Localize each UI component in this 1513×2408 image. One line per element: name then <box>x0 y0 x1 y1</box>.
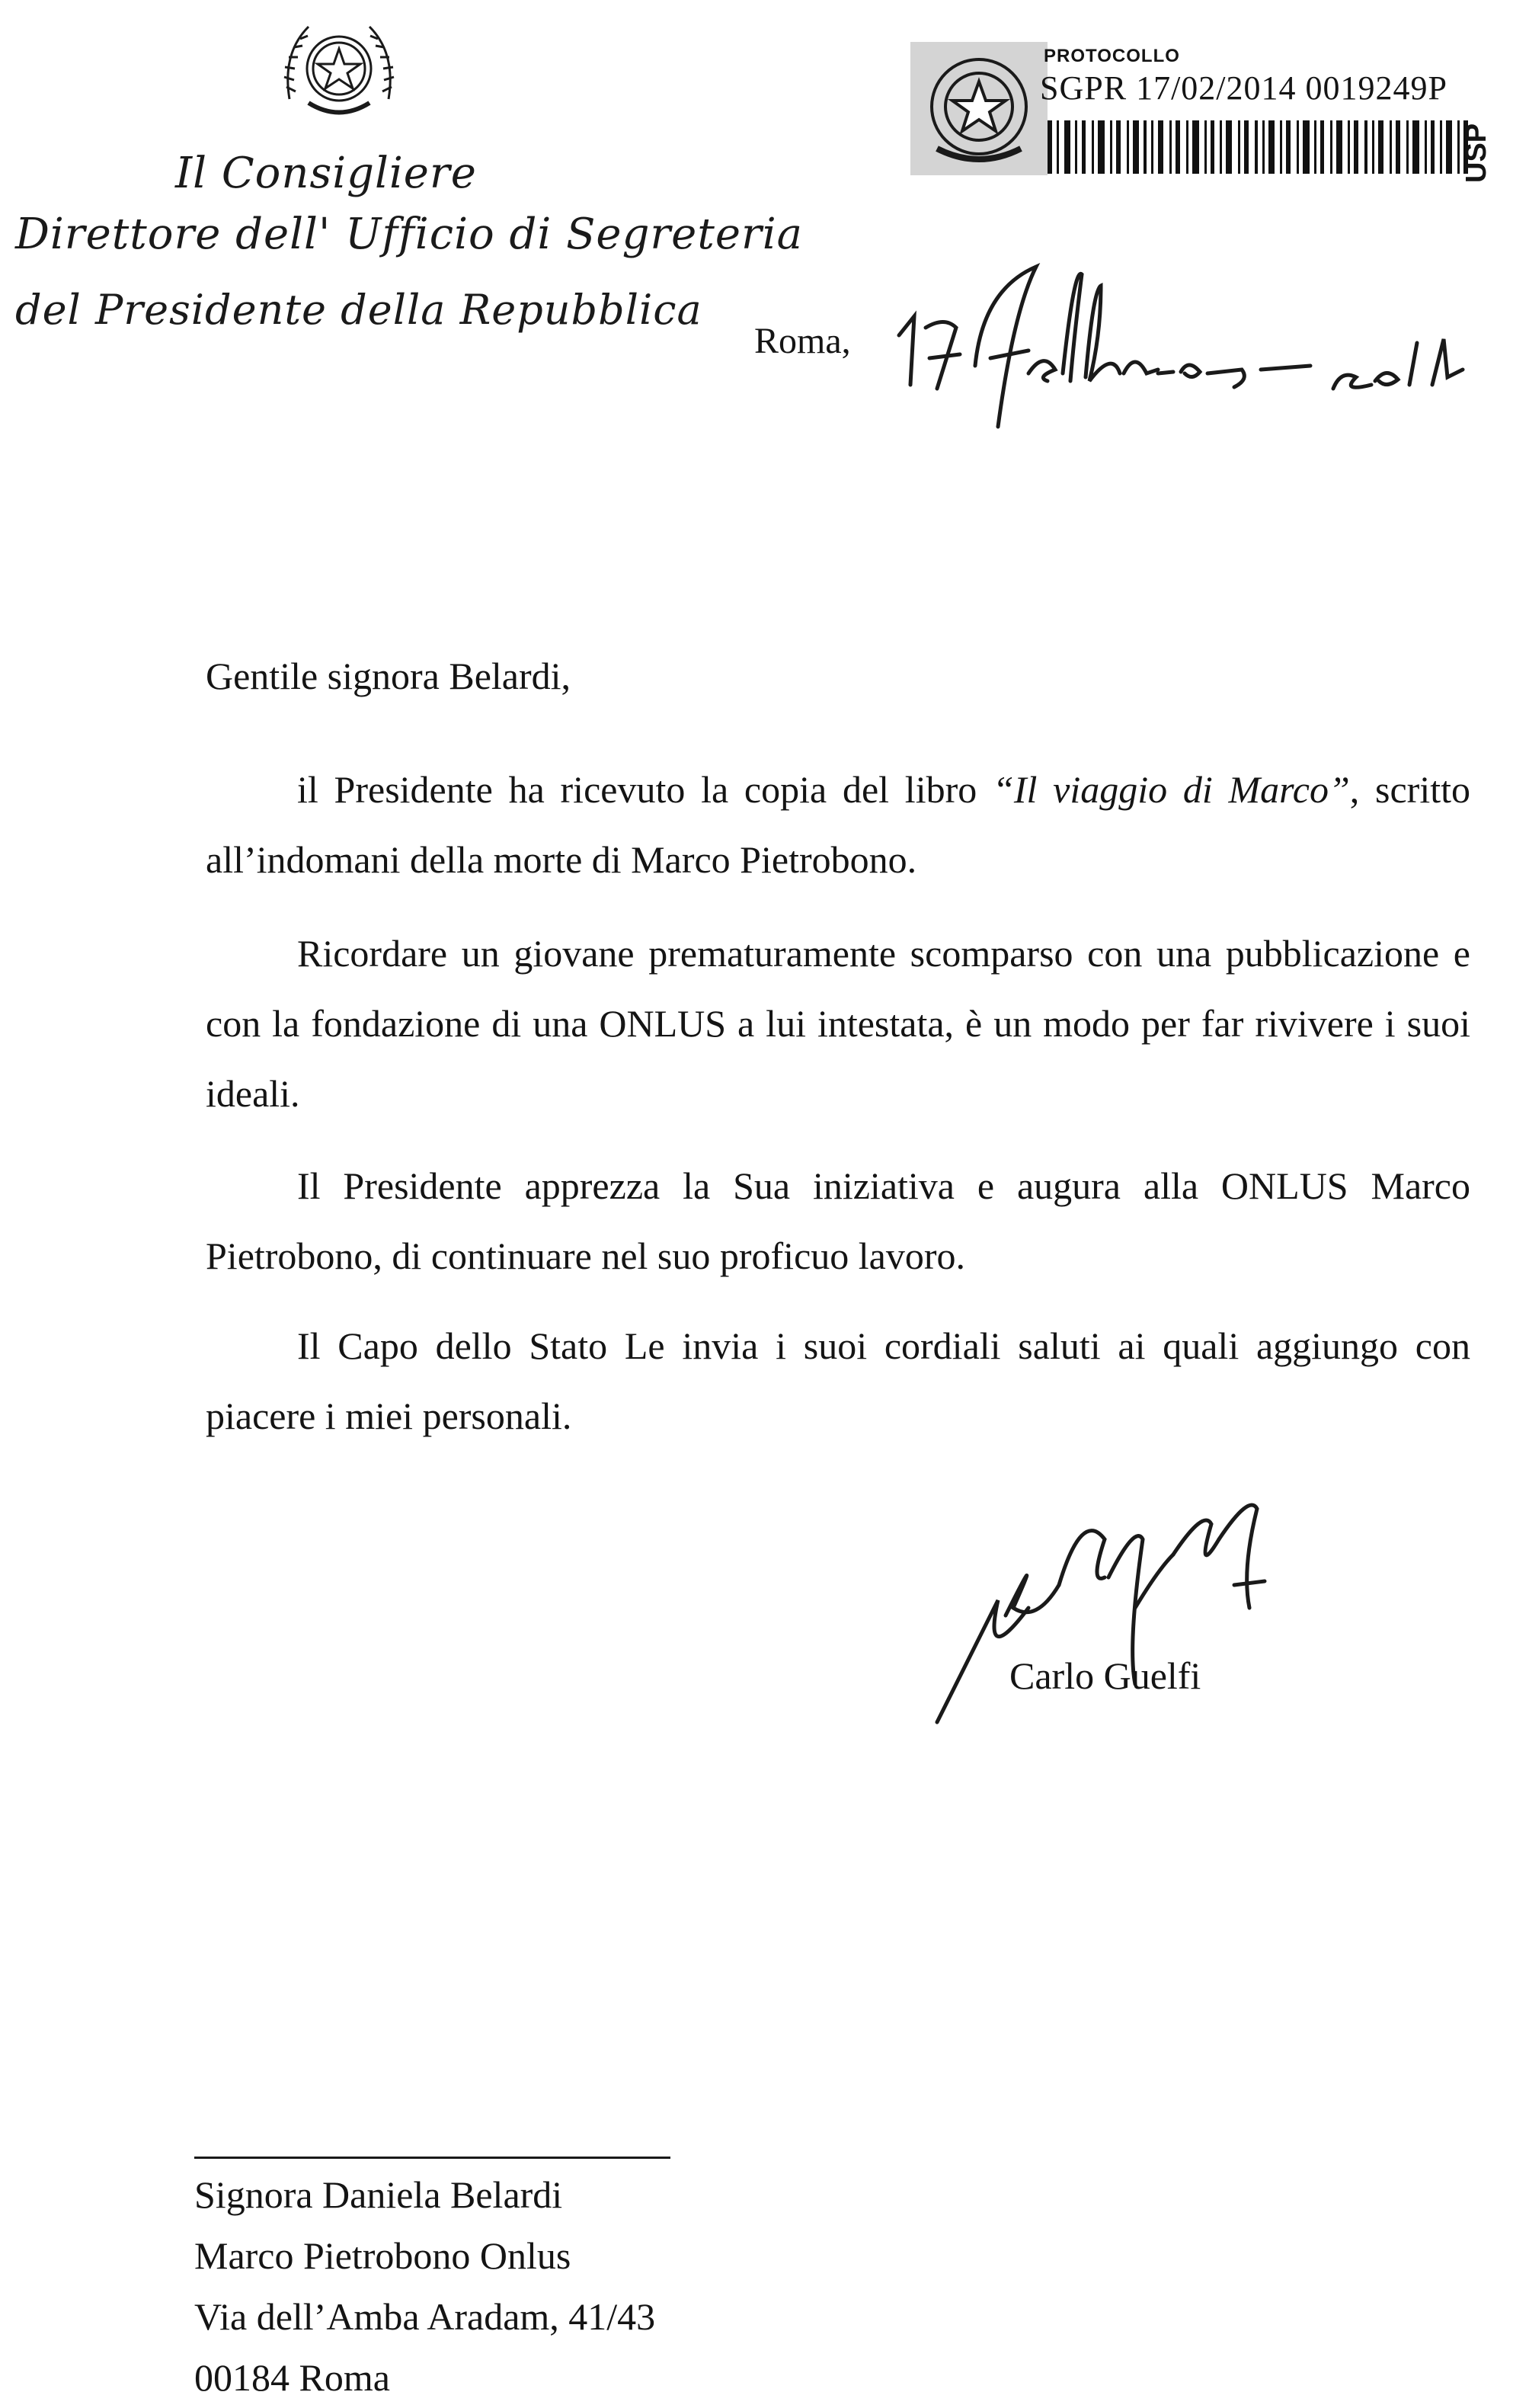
header-office: Direttore dell' Ufficio di Segreteria <box>15 210 804 259</box>
stamp-side-label: USP <box>1460 123 1492 183</box>
address-divider <box>194 2157 670 2159</box>
paragraph-1 <box>206 754 1470 895</box>
stamp-label: PROTOCOLLO <box>1044 46 1180 66</box>
protocol-stamp <box>910 30 1512 191</box>
paragraph-3: Il Presidente apprezza la Sua iniziativa e augura alla ONLUS Marco Pietrobono, di continuare nel suo proficuo lavoro. <box>206 1164 1470 1277</box>
recipient-name: Signora Daniela Belardi <box>194 2173 563 2216</box>
signer-name: Carlo Guelfi <box>1009 1654 1201 1697</box>
italian-republic-emblem <box>274 8 404 130</box>
paragraph-4: Il Capo dello Stato Le invia i suoi cordiali saluti ai quali aggiungo con piacere i miei personali. <box>206 1324 1470 1437</box>
recipient-organization: Marco Pietrobono Onlus <box>194 2234 571 2277</box>
salutation: Gentile signora Belardi, <box>206 655 571 697</box>
header-title: Il Consigliere <box>175 149 477 198</box>
paragraph-1-text-start: il Presidente ha ricevuto la copia del libro <box>297 768 993 811</box>
handwritten-date <box>884 244 1478 442</box>
recipient-street: Via dell’Amba Aradam, 41/43 <box>194 2295 656 2338</box>
handwritten-signature <box>907 1494 1303 1737</box>
recipient-city: 00184 Roma <box>194 2356 390 2399</box>
paragraph-2: Ricordare un giovane prematuramente scomparso con una pubblicazione e con la fondazione di una ONLUS a lui intestata, è un modo per far rivivere i suoi ideali. <box>206 932 1470 1115</box>
paragraph-1-text-end: , scritto all’indomani della morte di Marco Pietrobono. <box>206 768 1470 881</box>
date-place: Roma, <box>754 321 851 361</box>
header-presidency: del Presidente della Repubblica <box>15 286 702 334</box>
protocol-number: SGPR 17/02/2014 0019249P <box>1040 69 1447 107</box>
barcode-image <box>1048 120 1513 174</box>
book-title: “Il viaggio di Marco” <box>993 768 1350 811</box>
stamp-emblem-icon <box>910 42 1048 175</box>
